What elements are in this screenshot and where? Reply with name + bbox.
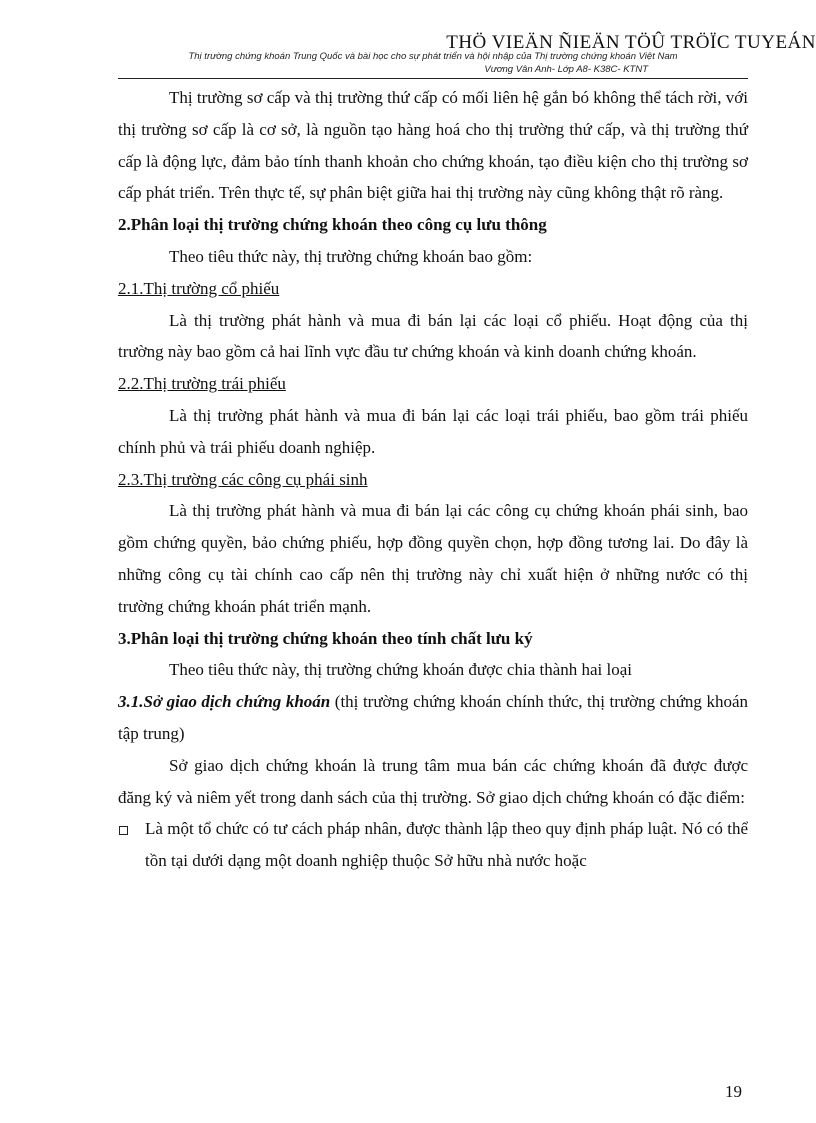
header-title: Thị trường chứng khoán Trung Quốc và bài học cho sự phát triển và hội nhập của Thị trường chứng khoán Việt Nam [188, 51, 678, 62]
paragraph-3-1: Sở giao dịch chứng khoán là trung tâm mua bán các chứng khoán đã được được đăng ký và niêm yết trong danh sách của thị trường. Sở giao dịch chứng khoán có đặc điểm: [118, 755, 748, 807]
heading-3-1-title: 3.1.Sở giao dịch chứng khoán [118, 692, 331, 712]
paragraph-primary-secondary: Thị trường sơ cấp và thị trường thứ cấp có mối liên hệ gắn bó không thể tách rời, với thị trường sơ cấp là cơ sở, là nguồn tạo hàng hoá cho thị trường thứ cấp, và thị trường thứ cấp là động lực, đảm bảo tính thanh khoản cho chứng khoán, tạo điều kiện cho thị trường sơ cấp phát triển. Trên thực tế, sự phân biệt giữa hai thị trường này cũng không thật rõ ràng. [118, 88, 748, 203]
page-content [118, 82, 748, 877]
header-rule [118, 78, 748, 79]
heading-2-1: 2.1.Thị trường cổ phiếu [118, 278, 280, 298]
bullet-item [118, 813, 748, 877]
heading-2-3: 2.3.Thị trường các công cụ phái sinh [118, 469, 368, 489]
paragraph-2-2: Là thị trường phát hành và mua đi bán lại các loại trái phiếu, bao gồm trái phiếu chính phủ và trái phiếu doanh nghiệp. [118, 405, 748, 457]
paragraph-section-2-intro: Theo tiêu thức này, thị trường chứng khoán bao gồm: [169, 246, 533, 266]
running-header [118, 50, 748, 76]
heading-section-2: 2.Phân loại thị trường chứng khoán theo công cụ lưu thông [118, 215, 547, 235]
heading-section-3: 3.Phân loại thị trường chứng khoán theo tính chất lưu ký [118, 628, 533, 648]
square-bullet-icon [119, 826, 128, 835]
library-watermark: THÖ VIEÄN ÑIEÄN TÖÛ TRÖÏC TUYEÁN [446, 32, 816, 53]
paragraph-2-3: Là thị trường phát hành và mua đi bán lại các công cụ chứng khoán phái sinh, bao gồm chứng quyền, bảo chứng phiếu, hợp đồng quyền chọn, hợp đồng tương lai. Do đây là những công cụ tài chính cao cấp nên thị trường này chỉ xuất hiện ở những nước có thị trường chứng khoán phát triển mạnh. [118, 501, 748, 616]
heading-2-2: 2.2.Thị trường trái phiếu [118, 374, 286, 394]
paragraph-2-1: Là thị trường phát hành và mua đi bán lại các loại cổ phiếu. Hoạt động của thị trường này bao gồm cả hai lĩnh vực đầu tư chứng khoán và kinh doanh chứng khoán. [118, 310, 748, 362]
bullet-text: Là một tổ chức có tư cách pháp nhân, được thành lập theo quy định pháp luật. Nó có thể tồn tại dưới dạng một doanh nghiệp thuộc Sở hữu nhà nước hoặc [145, 819, 748, 871]
page-number: 19 [725, 1082, 742, 1101]
heading-3-1 [118, 686, 748, 750]
heading-3-1-note: (thị trường chứng khoán chính thức, thị trường chứng khoán tập trung) [118, 692, 749, 743]
paragraph-section-3-intro: Theo tiêu thức này, thị trường chứng khoán được chia thành hai loại [169, 660, 633, 680]
header-author: Vương Vân Anh- Lớp A8- K38C- KTNT [484, 64, 648, 75]
